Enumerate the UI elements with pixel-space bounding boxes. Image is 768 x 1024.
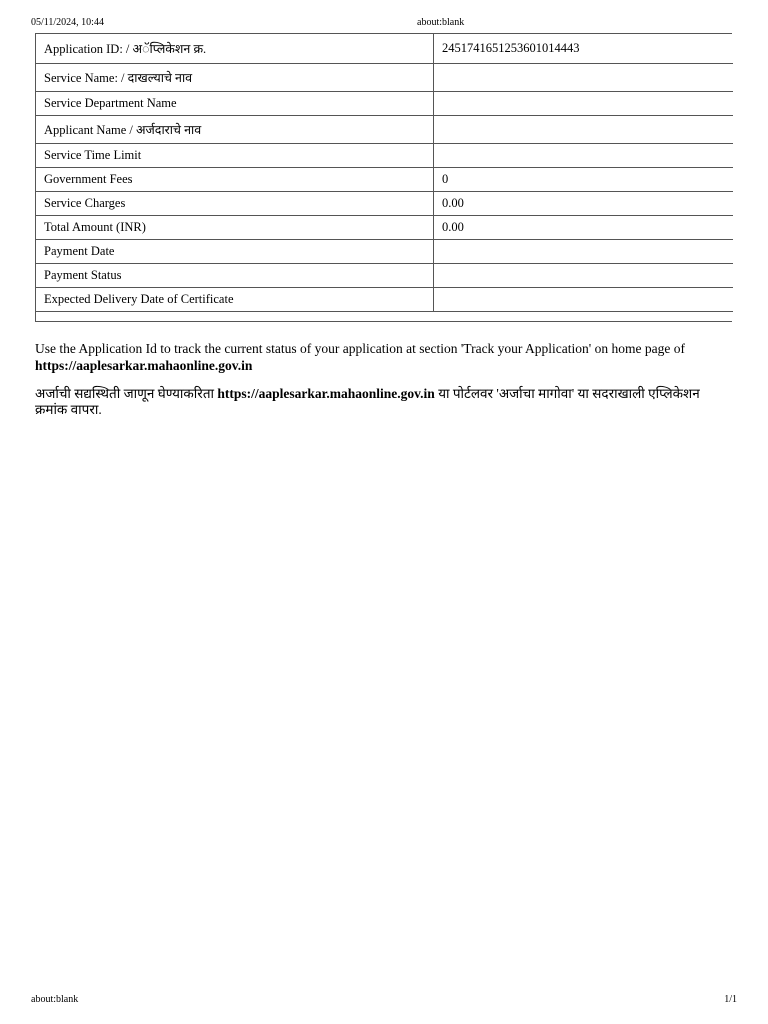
- row-value: [434, 263, 734, 287]
- row-label: Payment Date: [36, 239, 434, 263]
- table-row: [36, 167, 733, 191]
- english-instruction: [35, 340, 735, 374]
- table-row: [36, 287, 733, 311]
- row-value: [434, 143, 734, 167]
- print-url: about:blank: [417, 17, 465, 28]
- row-value: [434, 91, 734, 115]
- table-row: [36, 263, 733, 287]
- table-row: [36, 63, 733, 91]
- table-row: [36, 34, 733, 63]
- marathi-instruction: [35, 386, 735, 418]
- row-value: [434, 287, 734, 311]
- page-number: 1/1: [724, 994, 737, 1005]
- details-table: [36, 34, 733, 312]
- print-datetime: 05/11/2024, 10:44: [31, 17, 104, 28]
- row-label: Application ID: / अॅप्लिकेशन क्र.: [36, 34, 434, 63]
- row-value: [434, 239, 734, 263]
- table-row: [36, 91, 733, 115]
- portal-link-english[interactable]: https://aaplesarkar.mahaonline.gov.in: [35, 358, 253, 373]
- marathi-instruction-after: या पोर्टलवर 'अर्जाचा मागोवा' या सदराखाली एप्लिकेशन क्रमांक वापरा.: [35, 386, 700, 417]
- row-value: 2451741651253601014443: [434, 34, 734, 63]
- row-label: Applicant Name / अर्जदाराचे नाव: [36, 115, 434, 143]
- row-value: [434, 63, 734, 91]
- row-label: Government Fees: [36, 167, 434, 191]
- row-label: Expected Delivery Date of Certificate: [36, 287, 434, 311]
- row-value: 0.00: [434, 215, 734, 239]
- marathi-instruction-before: अर्जाची सद्यस्थिती जाणून घेण्याकरिता: [35, 386, 215, 401]
- table-bottom-spacer: [36, 312, 732, 321]
- english-instruction-text: Use the Application Id to track the current status of your application at section 'Track your Application' on home page of: [35, 341, 685, 356]
- table-row: [36, 143, 733, 167]
- row-value: [434, 115, 734, 143]
- table-row: [36, 191, 733, 215]
- table-row: [36, 239, 733, 263]
- row-value: 0.00: [434, 191, 734, 215]
- row-label: Service Name: / दाखल्याचे नाव: [36, 63, 434, 91]
- portal-link-marathi[interactable]: https://aaplesarkar.mahaonline.gov.in: [217, 386, 435, 401]
- row-label: Payment Status: [36, 263, 434, 287]
- row-label: Total Amount (INR): [36, 215, 434, 239]
- row-label: Service Department Name: [36, 91, 434, 115]
- table-row: [36, 215, 733, 239]
- table-row: [36, 115, 733, 143]
- row-label: Service Time Limit: [36, 143, 434, 167]
- application-details-table: [35, 33, 732, 322]
- row-value: 0: [434, 167, 734, 191]
- footer-url: about:blank: [31, 994, 79, 1005]
- row-label: Service Charges: [36, 191, 434, 215]
